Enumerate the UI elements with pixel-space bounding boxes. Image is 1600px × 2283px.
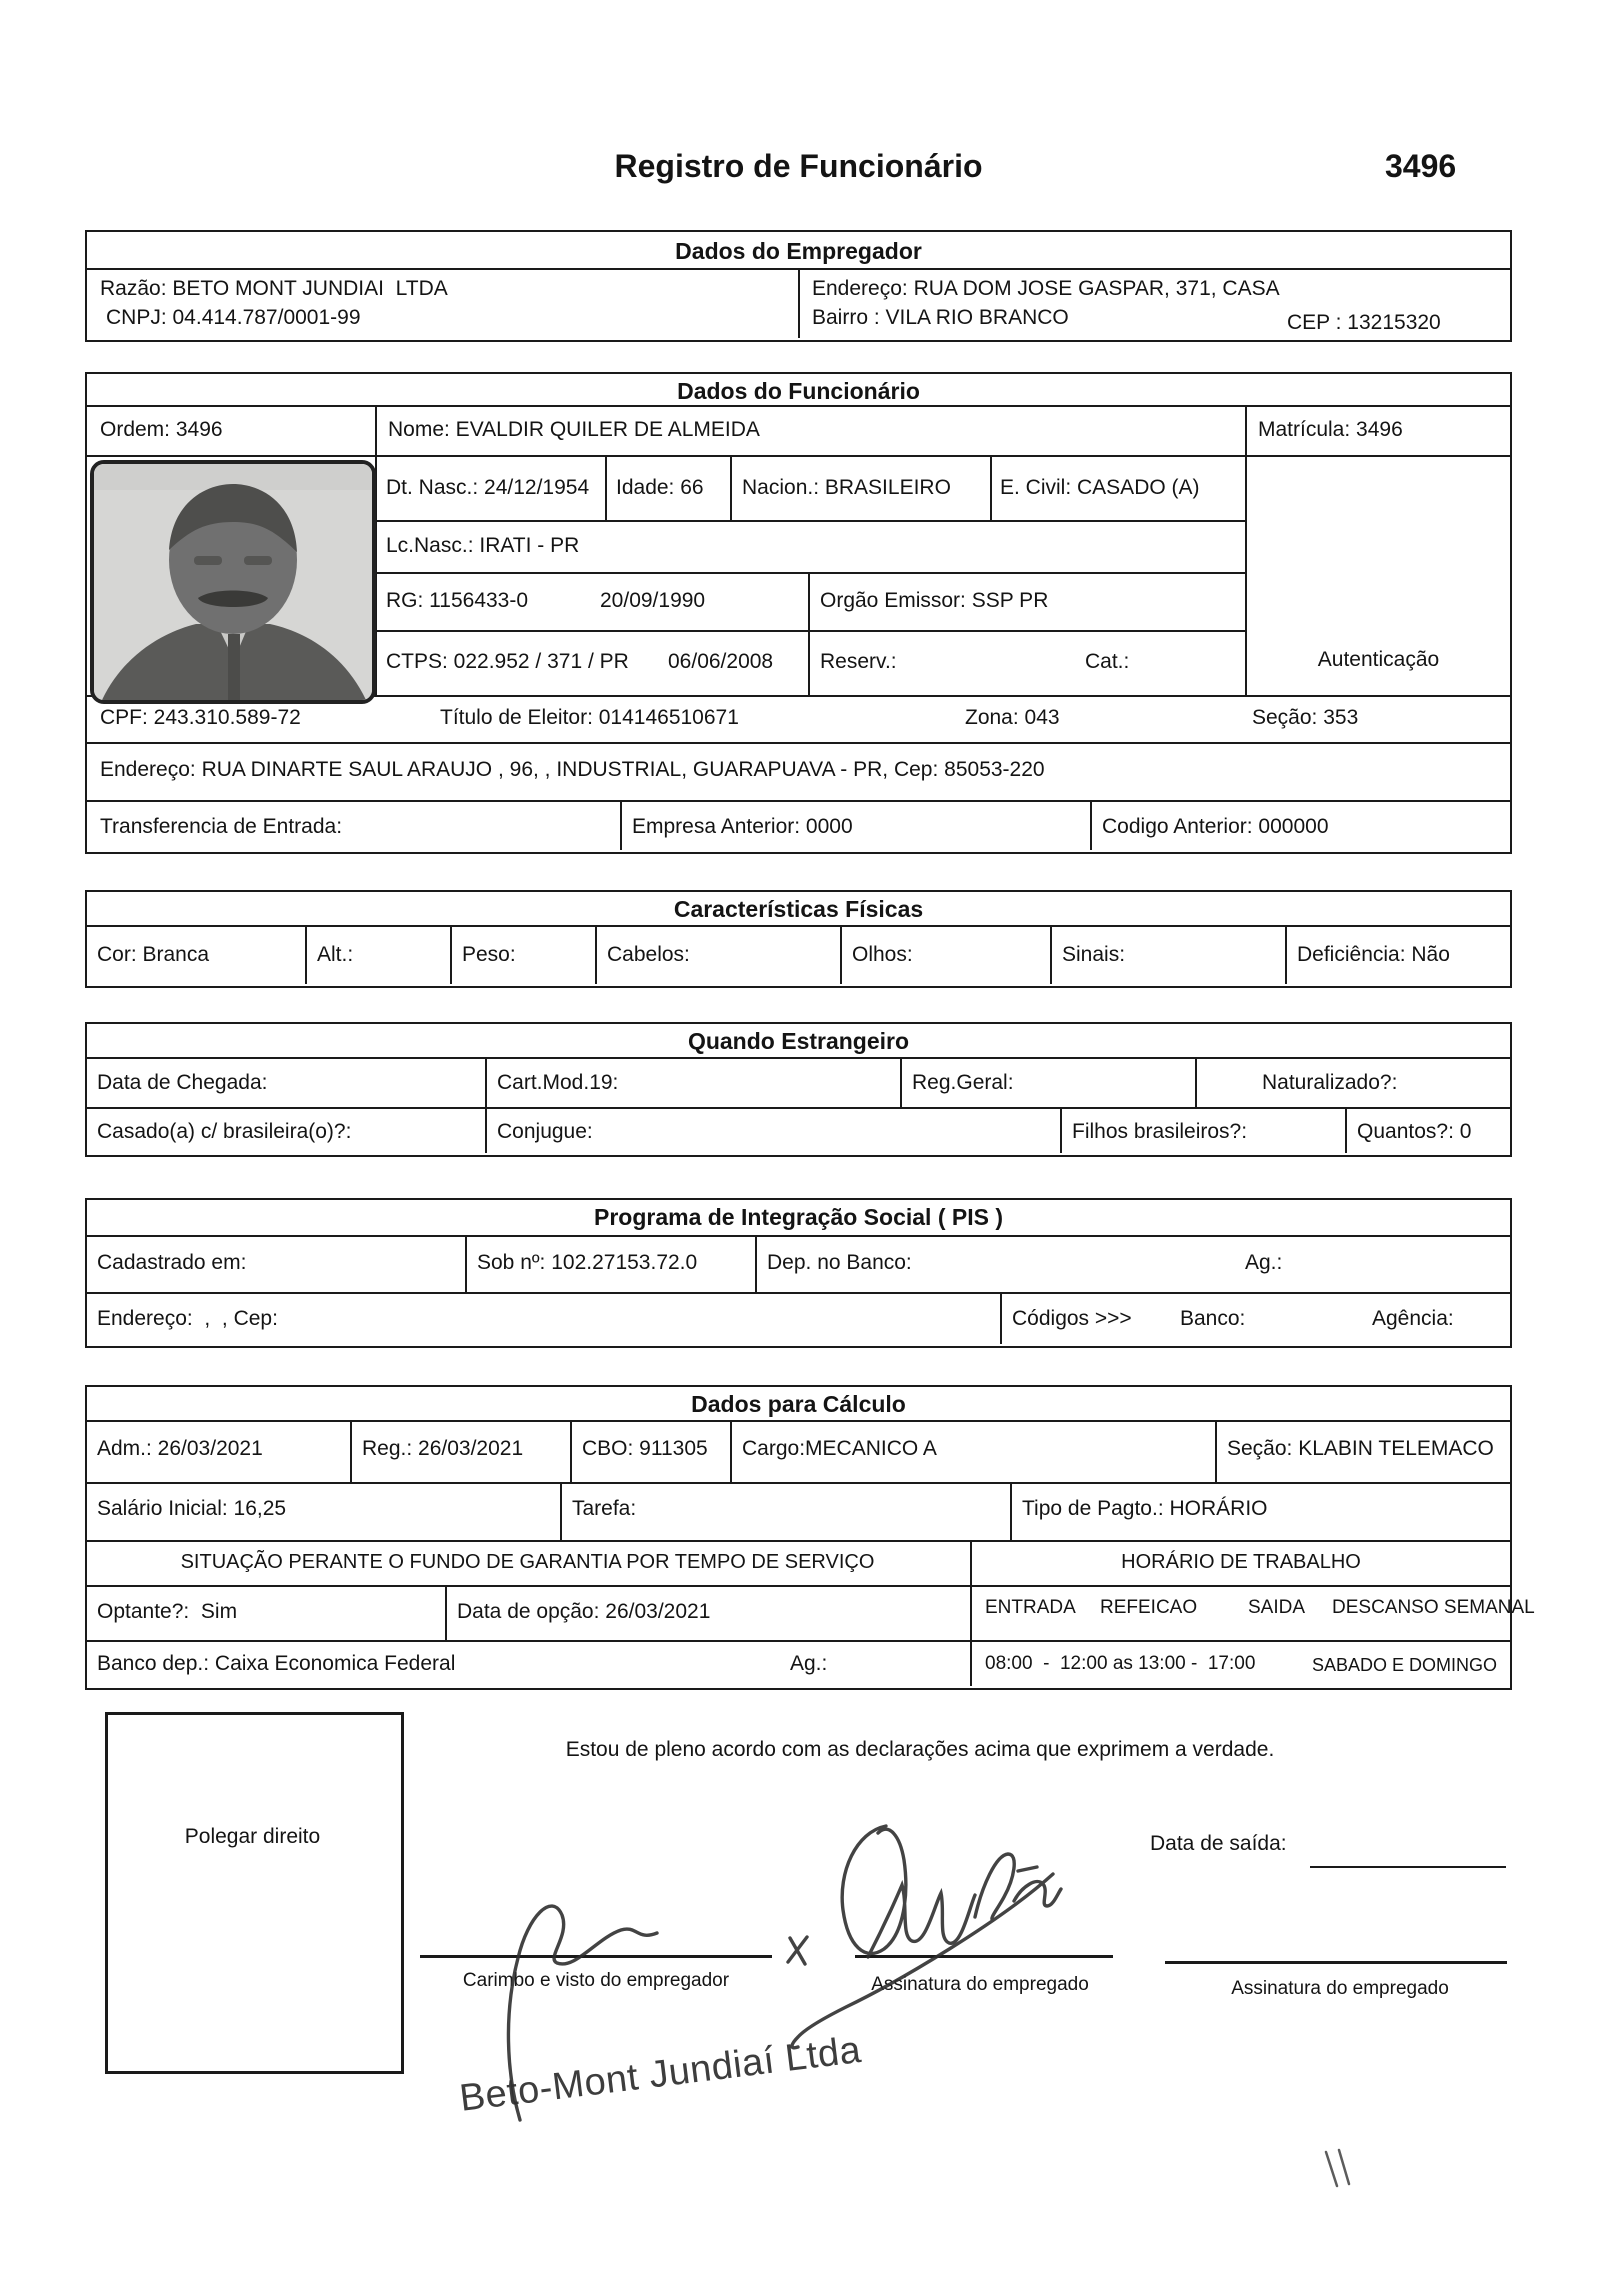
pis-banco: Banco: — [1180, 1307, 1246, 1330]
divider — [485, 1107, 487, 1153]
calculo-banco-dep: Banco dep.: Caixa Economica Federal — [97, 1652, 456, 1675]
divider — [798, 268, 800, 338]
divider — [375, 520, 1247, 522]
divider — [85, 1640, 1510, 1642]
funcionario-titulo-eleitor: Título de Eleitor: 014146510671 — [440, 706, 739, 729]
estrangeiro-data-chegada: Data de Chegada: — [97, 1071, 268, 1094]
divider — [85, 1057, 1510, 1059]
funcionario-zona: Zona: 043 — [965, 706, 1060, 729]
calculo-adm: Adm.: 26/03/2021 — [97, 1437, 263, 1460]
calculo-ag: Ag.: — [790, 1652, 828, 1675]
funcionario-rg: RG: 1156433-0 — [386, 589, 529, 612]
empregador-endereco: Endereço: RUA DOM JOSE GASPAR, 371, CASA — [812, 277, 1280, 300]
divider — [85, 455, 1510, 457]
pis-header: Programa de Integração Social ( PIS ) — [593, 1204, 1003, 1230]
pis-codigos: Códigos >>> — [1012, 1307, 1132, 1330]
estrangeiro-conjugue: Conjugue: — [497, 1120, 593, 1143]
calculo-cargo: Cargo:MECANICO A — [742, 1437, 937, 1460]
divider — [85, 1292, 1510, 1294]
funcionario-endereco: Endereço: RUA DINARTE SAUL ARAUJO , 96, , INDUSTRIAL, GUARAPUAVA - PR, Cep: 85053-220 — [100, 758, 1045, 781]
employee-signature-tail — [975, 1854, 1061, 1920]
funcionario-cat: Cat.: — [1085, 650, 1130, 673]
funcionario-e-civil: E. Civil: CASADO (A) — [1000, 476, 1200, 499]
divider — [620, 800, 622, 850]
calculo-secao: Seção: KLABIN TELEMACO — [1227, 1437, 1494, 1460]
caracteristicas-peso: Peso: — [462, 943, 516, 966]
divider — [1010, 1482, 1012, 1540]
divider — [375, 405, 377, 455]
divider — [445, 1585, 447, 1640]
divider — [1000, 1292, 1002, 1344]
divider — [450, 925, 452, 984]
divider — [1215, 1420, 1217, 1482]
caracteristicas-header: Características Físicas — [673, 896, 924, 922]
divider — [730, 455, 732, 520]
funcionario-secao: Seção: 353 — [1252, 706, 1359, 729]
empregador-razao: Razão: BETO MONT JUNDIAI LTDA — [100, 277, 448, 300]
divider — [305, 925, 307, 984]
funcionario-matricula: Matrícula: 3496 — [1258, 418, 1403, 441]
calculo-header: Dados para Cálculo — [691, 1391, 906, 1417]
pis-ag: Ag.: — [1245, 1251, 1283, 1274]
divider — [570, 1420, 572, 1482]
estrangeiro-casado: Casado(a) c/ brasileira(o)?: — [97, 1120, 352, 1143]
employee-signature-diagonal — [792, 1874, 1053, 2048]
funcionario-ctps: CTPS: 022.952 / 371 / PR — [386, 650, 629, 673]
divider — [560, 1482, 562, 1540]
empregador-bairro: Bairro : VILA RIO BRANCO — [812, 306, 1069, 329]
divider — [85, 1235, 1510, 1237]
divider — [1090, 800, 1092, 850]
calculo-horario-header: HORÁRIO DE TRABALHO — [1121, 1551, 1361, 1573]
divider — [755, 1235, 757, 1292]
caracteristicas-olhos: Olhos: — [852, 943, 913, 966]
divider — [375, 630, 1247, 632]
divider — [85, 742, 1510, 744]
divider — [1195, 1057, 1197, 1107]
photo-left-eye — [194, 556, 222, 565]
funcionario-lc-nasc: Lc.Nasc.: IRATI - PR — [386, 534, 580, 557]
funcionario-rg-data: 20/09/1990 — [600, 589, 706, 612]
form-number: 3496 — [1385, 148, 1457, 184]
estrangeiro-cart-mod: Cart.Mod.19: — [497, 1071, 619, 1094]
horario-col-saida: SAIDA — [1248, 1597, 1306, 1618]
estrangeiro-header: Quando Estrangeiro — [687, 1028, 910, 1054]
funcionario-autenticacao: Autenticação — [1317, 648, 1440, 671]
pis-agencia: Agência: — [1372, 1307, 1454, 1330]
estrangeiro-naturalizado: Naturalizado?: — [1262, 1071, 1398, 1094]
funcionario-reserv: Reserv.: — [820, 650, 897, 673]
divider — [595, 925, 597, 984]
caracteristicas-cor: Cor: Branca — [97, 943, 210, 966]
polegar-label: Polegar direito — [184, 1825, 321, 1848]
divider — [1285, 925, 1287, 984]
funcionario-header: Dados do Funcionário — [677, 378, 920, 404]
divider — [1050, 925, 1052, 984]
declaracao-text: Estou de pleno acordo com as declarações acima que exprimem a verdade. — [565, 1738, 1275, 1761]
calculo-tarefa: Tarefa: — [572, 1497, 637, 1520]
calculo-salario: Salário Inicial: 16,25 — [97, 1497, 287, 1520]
funcionario-ordem: Ordem: 3496 — [100, 418, 223, 441]
photo-right-eye — [244, 556, 272, 565]
divider — [730, 1420, 732, 1482]
calculo-fgts-header: SITUAÇÃO PERANTE O FUNDO DE GARANTIA POR TEMPO DE SERVIÇO — [180, 1551, 875, 1573]
funcionario-cpf: CPF: 243.310.589-72 — [100, 706, 301, 729]
data-saida-label: Data de saída: — [1150, 1832, 1287, 1855]
horario-col-entrada: ENTRADA — [985, 1597, 1076, 1618]
estrangeiro-reg-geral: Reg.Geral: — [912, 1071, 1014, 1094]
pis-cadastrado: Cadastrado em: — [97, 1251, 247, 1274]
estrangeiro-quantos: Quantos?: 0 — [1357, 1120, 1472, 1143]
divider — [85, 800, 1510, 802]
pis-sob-no: Sob nº: 102.27153.72.0 — [477, 1251, 698, 1274]
calculo-cbo: CBO: 911305 — [582, 1437, 708, 1460]
divider — [485, 1057, 487, 1107]
caracteristicas-sinais: Sinais: — [1062, 943, 1126, 966]
caracteristicas-cabelos: Cabelos: — [607, 943, 690, 966]
empregador-header: Dados do Empregador — [675, 238, 922, 264]
funcionario-ctps-data: 06/06/2008 — [668, 650, 774, 673]
divider — [900, 1057, 902, 1107]
ink-mark — [1326, 2150, 1349, 2186]
divider — [85, 1585, 1510, 1587]
divider — [375, 572, 1247, 574]
company-stamp: Beto-Mont Jundiaí Ltda — [457, 2028, 864, 2120]
divider — [85, 1107, 1510, 1109]
calculo-optante: Optante?: Sim — [97, 1600, 238, 1623]
divider — [1345, 1107, 1347, 1153]
funcionario-transferencia: Transferencia de Entrada: — [100, 815, 343, 838]
horario-col-descanso: DESCANSO SEMANAL — [1332, 1597, 1535, 1618]
calculo-box — [85, 1385, 1512, 1690]
divider — [465, 1235, 467, 1292]
funcionario-idade: Idade: 66 — [616, 476, 704, 499]
divider — [1245, 405, 1247, 455]
divider — [808, 572, 810, 695]
divider — [350, 1420, 352, 1482]
horario-col-refeicao: REFEICAO — [1100, 1597, 1198, 1618]
funcionario-nacion: Nacion.: BRASILEIRO — [742, 476, 951, 499]
funcionario-dt-nasc: Dt. Nasc.: 24/12/1954 — [386, 476, 590, 499]
divider — [85, 925, 1510, 927]
caracteristicas-alt: Alt.: — [317, 943, 354, 966]
divider — [85, 1482, 1510, 1484]
empregador-cnpj: CNPJ: 04.414.787/0001-99 — [106, 306, 361, 329]
page-title: Registro de Funcionário — [614, 148, 983, 184]
calculo-horario-valor: 08:00 - 12:00 as 13:00 - 17:00 — [985, 1653, 1256, 1674]
empregado-signature-line-2 — [1165, 1961, 1507, 1964]
funcionario-empresa-anterior: Empresa Anterior: 0000 — [632, 815, 853, 838]
divider — [1060, 1107, 1062, 1153]
calculo-tipo-pagto: Tipo de Pagto.: HORÁRIO — [1022, 1497, 1268, 1520]
photo-tie — [228, 634, 240, 700]
assinatura1-label: Assinatura do empregado — [871, 1974, 1089, 1995]
calculo-reg: Reg.: 26/03/2021 — [362, 1437, 524, 1460]
pis-endereco: Endereço: , , Cep: — [97, 1307, 278, 1330]
employee-photo — [90, 460, 376, 704]
funcionario-orgao-emissor: Orgão Emissor: SSP PR — [820, 589, 1049, 612]
divider — [840, 925, 842, 984]
data-saida-line — [1310, 1866, 1506, 1868]
carimbo-label: Carimbo e visto do empregador — [462, 1970, 730, 1991]
caracteristicas-deficiencia: Deficiência: Não — [1297, 943, 1450, 966]
pis-dep-banco: Dep. no Banco: — [767, 1251, 912, 1274]
divider — [85, 1420, 1510, 1422]
divider — [85, 1540, 1510, 1542]
empregado-signature-line-1 — [855, 1955, 1113, 1958]
divider — [605, 455, 607, 520]
empregador-cep: CEP : 13215320 — [1287, 311, 1441, 334]
estrangeiro-filhos: Filhos brasileiros?: — [1072, 1120, 1248, 1143]
funcionario-codigo-anterior: Codigo Anterior: 000000 — [1102, 815, 1329, 838]
employee-photo-graphic — [94, 464, 372, 700]
assinatura2-label: Assinatura do empregado — [1231, 1978, 1449, 1999]
carimbo-signature-line — [420, 1955, 772, 1958]
divider — [990, 455, 992, 520]
divider — [85, 405, 1510, 407]
calculo-data-opcao: Data de opção: 26/03/2021 — [457, 1600, 711, 1623]
calculo-descanso-valor: SABADO E DOMINGO — [1312, 1655, 1498, 1675]
employee-signature-x — [788, 1937, 807, 1964]
funcionario-nome: Nome: EVALDIR QUILER DE ALMEIDA — [388, 418, 760, 441]
employee-signature-loop — [842, 1826, 975, 1957]
polegar-box — [105, 1712, 404, 2074]
